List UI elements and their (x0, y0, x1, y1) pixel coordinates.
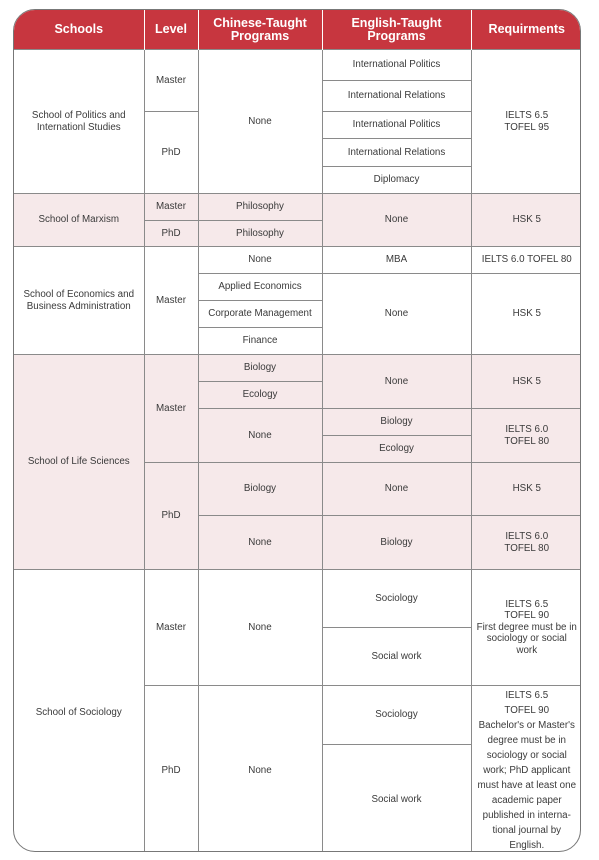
requirements: IELTS 6.0 TOFEL 80 (471, 247, 581, 274)
english-program: Ecology (322, 436, 471, 463)
requirements: HSK 5 (471, 355, 581, 409)
english-program: None (322, 194, 471, 247)
requirements: HSK 5 (471, 194, 581, 247)
level-master: Master (144, 247, 198, 355)
english-program: None (322, 274, 471, 355)
english-program: International Politics (322, 112, 471, 139)
english-program: Sociology (322, 570, 471, 628)
level-master: Master (144, 194, 198, 221)
chinese-program: Finance (198, 328, 322, 355)
chinese-program: None (198, 516, 322, 570)
requirements: IELTS 6.0 TOFEL 80 (471, 516, 581, 570)
level-master: Master (144, 355, 198, 463)
english-program: Biology (322, 409, 471, 436)
chinese-program: None (198, 50, 322, 194)
level-phd: PhD (144, 686, 198, 853)
header-schools: Schools (14, 10, 144, 50)
english-program: International Politics (322, 50, 471, 81)
english-program: MBA (322, 247, 471, 274)
school-politics: School of Politics and Internationl Studies (14, 50, 144, 194)
english-program: None (322, 463, 471, 516)
level-master: Master (144, 570, 198, 686)
chinese-program: Philosophy (198, 194, 322, 221)
level-phd: PhD (144, 112, 198, 194)
chinese-program: Philosophy (198, 221, 322, 247)
school-life-sciences: School of Life Sciences (14, 355, 144, 570)
chinese-program: None (198, 686, 322, 853)
requirements: HSK 5 (471, 274, 581, 355)
requirements: IELTS 6.5 TOFEL 90 First degree must be in sociology or social work (471, 570, 581, 686)
table-row (14, 355, 581, 382)
requirements: IELTS 6.5 TOFEL 95 (471, 50, 581, 194)
level-phd: PhD (144, 221, 198, 247)
english-program: Biology (322, 516, 471, 570)
table-row (14, 570, 581, 628)
header-chinese-taught: Chinese-Taught Programs (198, 10, 322, 50)
chinese-program: None (198, 409, 322, 463)
level-master: Master (144, 50, 198, 112)
requirements: IELTS 6.0 TOFEL 80 (471, 409, 581, 463)
table-row (14, 194, 581, 221)
school-sociology: School of Sociology (14, 570, 144, 853)
level-phd: PhD (144, 463, 198, 570)
header-level: Level (144, 10, 198, 50)
english-program: Diplomacy (322, 167, 471, 194)
chinese-program: None (198, 247, 322, 274)
chinese-program: None (198, 570, 322, 686)
english-program: Social work (322, 628, 471, 686)
header-requirements: Requirments (471, 10, 581, 50)
english-program: International Relations (322, 81, 471, 112)
chinese-program: Biology (198, 355, 322, 382)
english-program: Social work (322, 744, 471, 852)
programs-table-frame (13, 9, 581, 852)
chinese-program: Applied Economics (198, 274, 322, 301)
chinese-program: Corporate Management (198, 301, 322, 328)
english-program: International Relations (322, 139, 471, 167)
table-row (14, 50, 581, 81)
header-english-taught: English-Taught Programs (322, 10, 471, 50)
table-row (14, 247, 581, 274)
school-marxism: School of Marxism (14, 194, 144, 247)
english-program: Sociology (322, 686, 471, 745)
school-economics: School of Economics and Business Administration (14, 247, 144, 355)
programs-table (14, 10, 581, 852)
english-program: None (322, 355, 471, 409)
requirements: IELTS 6.5 TOFEL 90 Bachelor's or Master's degree must be in sociology or social work; PhD applicant must have at least one academic paper published in interna-tional journal by English. (471, 686, 581, 853)
chinese-program: Ecology (198, 382, 322, 409)
chinese-program: Biology (198, 463, 322, 516)
header-row (14, 10, 581, 50)
requirements: HSK 5 (471, 463, 581, 516)
